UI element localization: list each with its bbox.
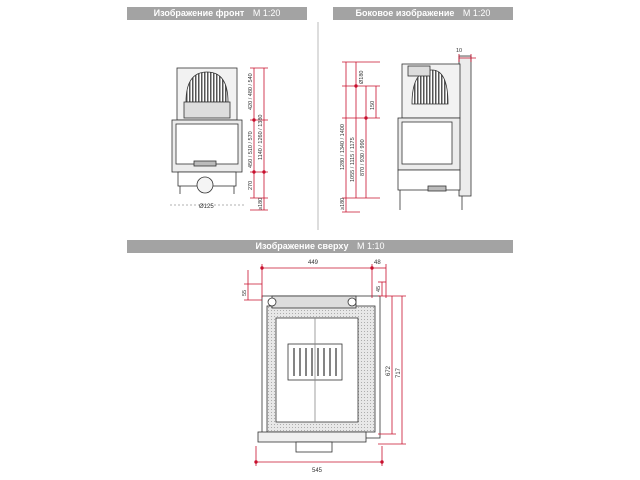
header-front-scale: M 1:20 <box>252 8 281 18</box>
front-dim-270: 270 <box>248 180 254 190</box>
top-dim-545: 545 <box>312 468 323 474</box>
front-handle <box>194 161 216 166</box>
top-dim-672: 672 <box>386 365 392 376</box>
front-diameter: Ø125 <box>199 204 214 210</box>
front-duct <box>197 177 213 193</box>
side-view <box>398 56 471 210</box>
side-dim-c: 870 / 930 / 990 <box>360 139 366 176</box>
top-dim-45: 45 <box>376 285 382 292</box>
top-dim-449: 449 <box>308 260 319 266</box>
header-side-title: Боковое изображение <box>355 8 455 18</box>
top-dim-717: 717 <box>396 367 402 378</box>
side-flue <box>408 66 430 76</box>
header-front-title: Изображение фронт <box>153 8 245 18</box>
side-dim-a: 1280 / 1340 / 1400 <box>340 124 346 170</box>
front-view <box>170 68 245 205</box>
header-side-scale: M 1:20 <box>462 8 491 18</box>
top-dim-48: 48 <box>374 260 381 266</box>
side-dim-10: 10 <box>456 48 463 54</box>
front-dim-c: 1140 / 1260 / 1380 <box>258 114 264 160</box>
side-dim-150: 150 <box>370 100 376 110</box>
side-dim-min180: ≥180 <box>340 197 346 210</box>
top-door <box>258 432 366 442</box>
top-view <box>258 296 380 452</box>
top-rear-plate <box>272 296 356 308</box>
front-glass <box>176 124 238 164</box>
front-dim-b: 450 / 510 / 570 <box>248 131 254 168</box>
front-dome-base <box>184 102 230 118</box>
front-dim-min180: ≥180 <box>258 197 264 210</box>
front-dim-a: 420 / 480 / 540 <box>248 73 254 110</box>
top-handle <box>296 442 332 452</box>
top-dim-55: 55 <box>242 289 248 296</box>
header-top-title: Изображение сверху <box>255 241 349 251</box>
side-glass <box>402 122 452 164</box>
side-diameter: Ø180 <box>359 70 365 84</box>
side-dim-b: 1055 / 1115 / 1175 <box>350 137 356 182</box>
side-back-plate <box>459 56 471 196</box>
header-top-scale: M 1:10 <box>356 241 385 251</box>
